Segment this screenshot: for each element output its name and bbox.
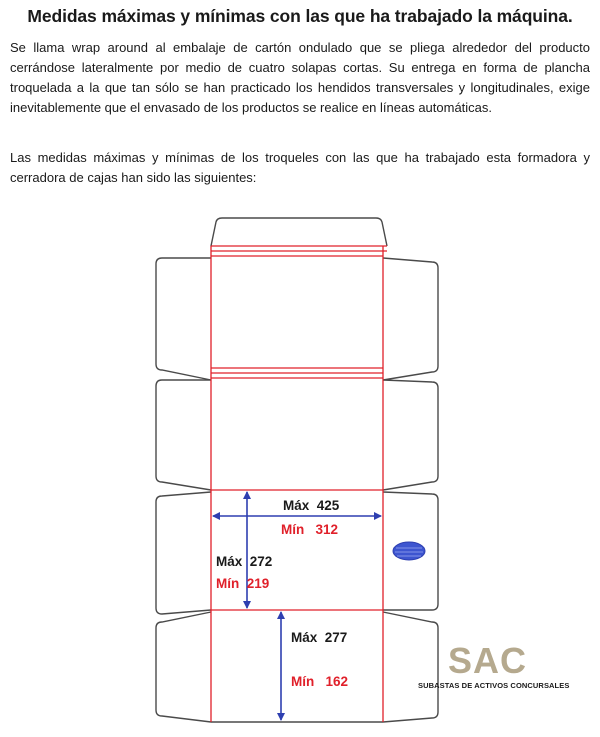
width-max-label: Máx 425 (283, 498, 340, 513)
hand-hole-icon (393, 542, 425, 560)
sac-logo (418, 640, 578, 690)
sac-logo-subtitle: SUBASTAS DE ACTIVOS CONCURSALES (418, 681, 570, 690)
page-title: Medidas máximas y mínimas con las que ha trabajado la máquina. (27, 6, 573, 26)
measures-paragraph: Las medidas máximas y mínimas de los troqueles con las que ha trabajado esta formadora y cerradora de cajas han sido las siguientes: (10, 150, 590, 185)
depth-max-label: Máx 277 (291, 630, 348, 645)
height-max-label: Máx 272 (216, 554, 273, 569)
height-min-label: Mín 219 (216, 576, 270, 591)
width-min-label: Mín 312 (281, 522, 339, 537)
crease-lines (211, 246, 387, 722)
sac-logo-mark: SAC (448, 640, 528, 681)
intro-paragraph: Se llama wrap around al embalaje de cartón ondulado que se pliega alrededor del producto cerrándose lateralmente por medio de cuatro solapas cortas. Su entrega en forma de plancha troquelada a la que tan sólo se han practicado los hendidos transversales y longitudinales, exige inevitablemente que el envasado de los productos se realice en líneas automáticas. (10, 40, 590, 115)
box-outline (156, 218, 438, 722)
depth-min-label: Mín 162 (291, 674, 349, 689)
